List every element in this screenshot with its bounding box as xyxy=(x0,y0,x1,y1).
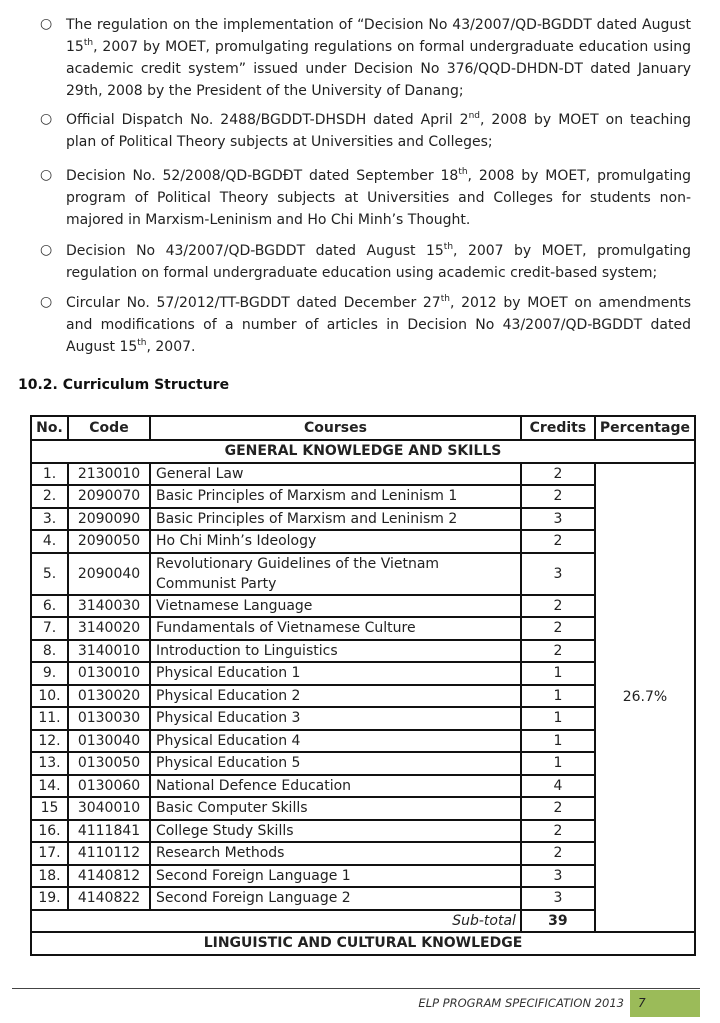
row-code: 0130040 xyxy=(68,730,150,753)
row-course: National Defence Education xyxy=(150,775,521,798)
row-credits: 3 xyxy=(521,887,595,910)
row-credits: 2 xyxy=(521,530,595,553)
row-course: Physical Education 2 xyxy=(150,685,521,708)
list-item xyxy=(0,240,720,284)
row-credits: 3 xyxy=(521,553,595,595)
list-item xyxy=(0,14,720,102)
row-no: 3. xyxy=(31,508,68,531)
row-credits: 3 xyxy=(521,508,595,531)
row-course: General Law xyxy=(150,463,521,486)
row-credits: 1 xyxy=(521,752,595,775)
row-course: College Study Skills xyxy=(150,820,521,843)
row-percentage: 26.7% xyxy=(595,463,695,933)
row-course: Research Methods xyxy=(150,842,521,865)
row-course: Vietnamese Language xyxy=(150,595,521,618)
page-number-box xyxy=(630,990,700,1017)
row-code: 4140822 xyxy=(68,887,150,910)
row-code: 0130060 xyxy=(68,775,150,798)
row-course: Revolutionary Guidelines of the Vietnam Communist Party xyxy=(150,553,521,595)
row-course: Ho Chi Minh’s Ideology xyxy=(150,530,521,553)
row-code: 3140010 xyxy=(68,640,150,663)
row-credits: 2 xyxy=(521,485,595,508)
circle-bullet-icon: ○ xyxy=(40,111,53,127)
list-item xyxy=(0,292,720,358)
row-credits: 2 xyxy=(521,797,595,820)
header-no: No. xyxy=(31,416,68,440)
list-item-text: Official Dispatch No. 2488/BGDDT-DHSDH dated April 2 xyxy=(66,112,469,128)
list-item-text: , 2012 by MOET on amendments and modifications of a number of articles in Decision No 43/2007/QD-BGDDT dated August 15 xyxy=(66,295,692,355)
list-item xyxy=(0,109,720,153)
row-no: 11. xyxy=(31,707,68,730)
row-course: Second Foreign Language 1 xyxy=(150,865,521,888)
row-course: Basic Computer Skills xyxy=(150,797,521,820)
circle-bullet-icon: ○ xyxy=(40,294,53,310)
row-no: 5. xyxy=(31,553,68,595)
row-credits: 1 xyxy=(521,707,595,730)
section-title-general: GENERAL KNOWLEDGE AND SKILLS xyxy=(31,440,695,463)
row-course: Basic Principles of Marxism and Leninism 2 xyxy=(150,508,521,531)
row-course: Fundamentals of Vietnamese Culture xyxy=(150,617,521,640)
row-no: 7. xyxy=(31,617,68,640)
row-no: 8. xyxy=(31,640,68,663)
section-row xyxy=(31,932,695,955)
row-code: 3140030 xyxy=(68,595,150,618)
section-row xyxy=(31,440,695,463)
ordinal-suffix: th xyxy=(83,38,94,48)
row-credits: 1 xyxy=(521,730,595,753)
row-credits: 1 xyxy=(521,685,595,708)
header-credits: Credits xyxy=(521,416,595,440)
table-row xyxy=(31,463,695,486)
row-course: Physical Education 4 xyxy=(150,730,521,753)
list-item xyxy=(0,165,720,231)
footer-title: ELP PROGRAM SPECIFICATION 2013 xyxy=(418,996,624,1010)
row-course: Second Foreign Language 2 xyxy=(150,887,521,910)
row-no: 19. xyxy=(31,887,68,910)
row-code: 2090040 xyxy=(68,553,150,595)
row-no: 1. xyxy=(31,463,68,486)
row-no: 16. xyxy=(31,820,68,843)
row-credits: 4 xyxy=(521,775,595,798)
list-item-text: Circular No. 57/2012/TT-BGDDT dated December 27 xyxy=(66,295,441,311)
ordinal-suffix: th xyxy=(440,294,450,304)
row-no: 18. xyxy=(31,865,68,888)
row-course: Physical Education 1 xyxy=(150,662,521,685)
list-item-text: Decision No. 52/2008/QD-BGDĐT dated September 18 xyxy=(66,168,459,184)
list-item-text: , 2007 by MOET, promulgating regulations on formal undergraduate education using academic credit system” issued under Decision No 376/QQD-DHDN-DT dated January 29th, 2008 by the President of the University of Danang; xyxy=(66,39,691,99)
row-course: Physical Education 5 xyxy=(150,752,521,775)
row-code: 2090070 xyxy=(68,485,150,508)
list-item-text: The regulation on the implementation of “Decision No 43/2007/QD-BGDDT dated August 15 xyxy=(66,17,691,55)
row-no: 6. xyxy=(31,595,68,618)
list-item-text: , 2007. xyxy=(146,339,196,355)
row-no: 17. xyxy=(31,842,68,865)
row-code: 4111841 xyxy=(68,820,150,843)
subtotal-value: 39 xyxy=(521,910,595,933)
ordinal-suffix: th xyxy=(458,167,468,177)
row-credits: 3 xyxy=(521,865,595,888)
ordinal-suffix: th xyxy=(137,338,147,348)
row-code: 2090050 xyxy=(68,530,150,553)
row-no: 4. xyxy=(31,530,68,553)
row-course: Introduction to Linguistics xyxy=(150,640,521,663)
row-code: 2090090 xyxy=(68,508,150,531)
ordinal-suffix: th xyxy=(443,242,454,252)
table-header-row xyxy=(31,416,695,440)
row-code: 4110112 xyxy=(68,842,150,865)
row-code: 0130020 xyxy=(68,685,150,708)
header-courses: Courses xyxy=(150,416,521,440)
header-percentage: Percentage xyxy=(595,416,695,440)
row-no: 12. xyxy=(31,730,68,753)
circle-bullet-icon: ○ xyxy=(40,16,53,32)
row-credits: 2 xyxy=(521,640,595,663)
curriculum-table xyxy=(30,415,696,956)
row-credits: 2 xyxy=(521,595,595,618)
list-item-text: , 2007 by MOET, promulgating regulation on formal undergraduate education using academic credit-based system; xyxy=(66,243,692,281)
row-credits: 2 xyxy=(521,617,595,640)
row-code: 3140020 xyxy=(68,617,150,640)
page-number: 7 xyxy=(638,996,646,1010)
circle-bullet-icon: ○ xyxy=(40,167,53,183)
section-title-linguistic: LINGUISTIC AND CULTURAL KNOWLEDGE xyxy=(31,932,695,955)
row-code: 0130030 xyxy=(68,707,150,730)
row-code: 2130010 xyxy=(68,463,150,486)
row-credits: 2 xyxy=(521,842,595,865)
row-no: 13. xyxy=(31,752,68,775)
row-no: 15 xyxy=(31,797,68,820)
row-no: 2. xyxy=(31,485,68,508)
row-no: 10. xyxy=(31,685,68,708)
subtotal-label: Sub-total xyxy=(31,910,521,933)
row-credits: 1 xyxy=(521,662,595,685)
list-item-text: , 2008 by MOET, promulgating program of Political Theory subjects at Universities and Colleges for students non-majored in Marxism-Leninism and Ho Chi Minh’s Thought. xyxy=(66,168,691,228)
row-code: 3040010 xyxy=(68,797,150,820)
row-code: 0130050 xyxy=(68,752,150,775)
footer-divider xyxy=(12,988,700,989)
row-course: Physical Education 3 xyxy=(150,707,521,730)
regulation-list xyxy=(0,14,720,358)
list-item-text: Decision No 43/2007/QD-BGDDT dated August 15 xyxy=(66,243,444,259)
header-code: Code xyxy=(68,416,150,440)
row-no: 9. xyxy=(31,662,68,685)
row-credits: 2 xyxy=(521,820,595,843)
ordinal-suffix: nd xyxy=(468,111,480,121)
row-no: 14. xyxy=(31,775,68,798)
list-item-text: , 2008 by MOET on teaching plan of Political Theory subjects at Universities and Colleges; xyxy=(66,112,691,150)
row-code: 0130010 xyxy=(68,662,150,685)
circle-bullet-icon: ○ xyxy=(40,242,53,258)
row-code: 4140812 xyxy=(68,865,150,888)
section-heading: 10.2. Curriculum Structure xyxy=(18,377,230,393)
row-course: Basic Principles of Marxism and Leninism 1 xyxy=(150,485,521,508)
row-credits: 2 xyxy=(521,463,595,486)
